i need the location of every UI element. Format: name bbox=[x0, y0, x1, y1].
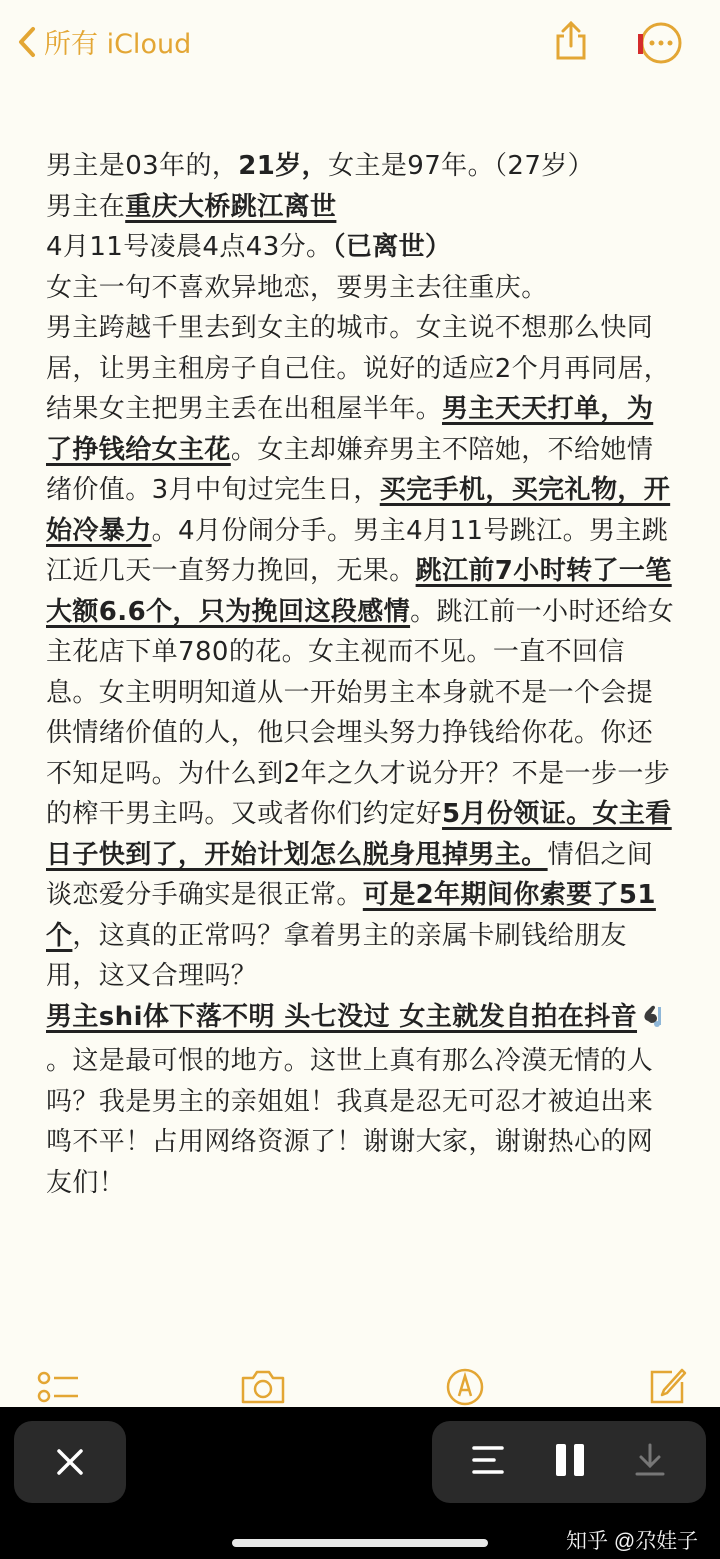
close-icon bbox=[55, 1447, 85, 1477]
back-button[interactable] bbox=[18, 22, 191, 61]
note-line-ages: 男主是03年的，21岁，女主是97年。（27岁） bbox=[46, 151, 595, 181]
pause-button[interactable] bbox=[554, 1442, 586, 1482]
note-line-request: 女主一句不喜欢异地恋，要男主去往重庆。 bbox=[46, 272, 548, 303]
viewer-control-bar bbox=[0, 1407, 720, 1559]
camera-button[interactable] bbox=[240, 1366, 286, 1410]
download-icon bbox=[634, 1442, 666, 1478]
note-line-location: 男主在重庆大桥跳江离世 bbox=[46, 191, 337, 222]
markup-button[interactable] bbox=[444, 1366, 486, 1412]
camera-icon bbox=[240, 1366, 286, 1406]
share-button[interactable] bbox=[552, 20, 590, 66]
back-label: 所有 iCloud bbox=[44, 29, 192, 60]
checklist-button[interactable] bbox=[36, 1366, 80, 1410]
markup-icon bbox=[444, 1366, 486, 1408]
close-button[interactable] bbox=[14, 1421, 126, 1503]
note-line-time: 4月11号凌晨4点43分。（已离世） bbox=[46, 232, 452, 262]
download-button[interactable] bbox=[634, 1442, 666, 1482]
more-button[interactable] bbox=[638, 20, 684, 70]
pause-icon bbox=[554, 1442, 586, 1478]
compose-button[interactable] bbox=[646, 1366, 688, 1412]
viewer-controls bbox=[432, 1421, 706, 1503]
douyin-icon bbox=[639, 1001, 667, 1042]
list-button[interactable] bbox=[472, 1442, 504, 1482]
compose-icon bbox=[646, 1366, 688, 1408]
more-icon bbox=[638, 20, 684, 66]
notes-toolbar bbox=[0, 1360, 720, 1410]
notes-nav-bar bbox=[0, 0, 720, 90]
checklist-icon bbox=[36, 1366, 80, 1406]
note-paragraph-story: 男主跨越千里去到女主的城市。女主说不想那么快同居，让男主租房子自己住。说好的适应2个月再同居，结果女主把男主丢在出租屋半年。男主天天打单，为了挣钱给女主花。女主却嫌弃男主不陪她，不给她情绪价值。3月中旬过完生日，买完手机，买完礼物，开始冷暴力。4月份闹分手。男主4月11号跳江。男主跳江近几天一直努力挽回，无果。跳江前7小时转了一笔大额6.6个，只为挽回这段感情。跳江前一小时还给女主花店下单780的花。女主视而不见。一直不回信息。女主明明知道从一开始男主本身就不是一个会提供情绪价值的人，他只会埋头努力挣钱给你花。你还不知足吗。为什么到2年之久才说分开？不是一步一步的榨干男主吗。又或者你们约定好5月份领证。女主看日子快到了，开始计划怎么脱身甩掉男主。情侣之间谈恋爱分手确实是很正常。可是2年期间你索要了51个，这真的正常吗？拿着男主的亲属卡刷钱给朋友用，这又合理吗？ bbox=[46, 313, 675, 991]
note-paragraph-ending: 男主shi体下落不明 头七没过 女主就发自拍在抖音。这是最可恨的地方。这世上真有那么冷漠无情的人吗？我是男主的亲姐姐！我真是忍无可忍才被迫出来鸣不平！占用网络资源了！谢谢大家，谢谢热心的网友们！ bbox=[46, 997, 676, 1204]
note-body[interactable] bbox=[46, 146, 676, 1203]
chevron-left-icon bbox=[18, 26, 36, 58]
zhihu-watermark: 知乎 @尕娃子 bbox=[566, 1530, 699, 1553]
home-indicator bbox=[232, 1539, 488, 1547]
list-icon bbox=[472, 1442, 504, 1478]
share-icon bbox=[552, 20, 590, 62]
